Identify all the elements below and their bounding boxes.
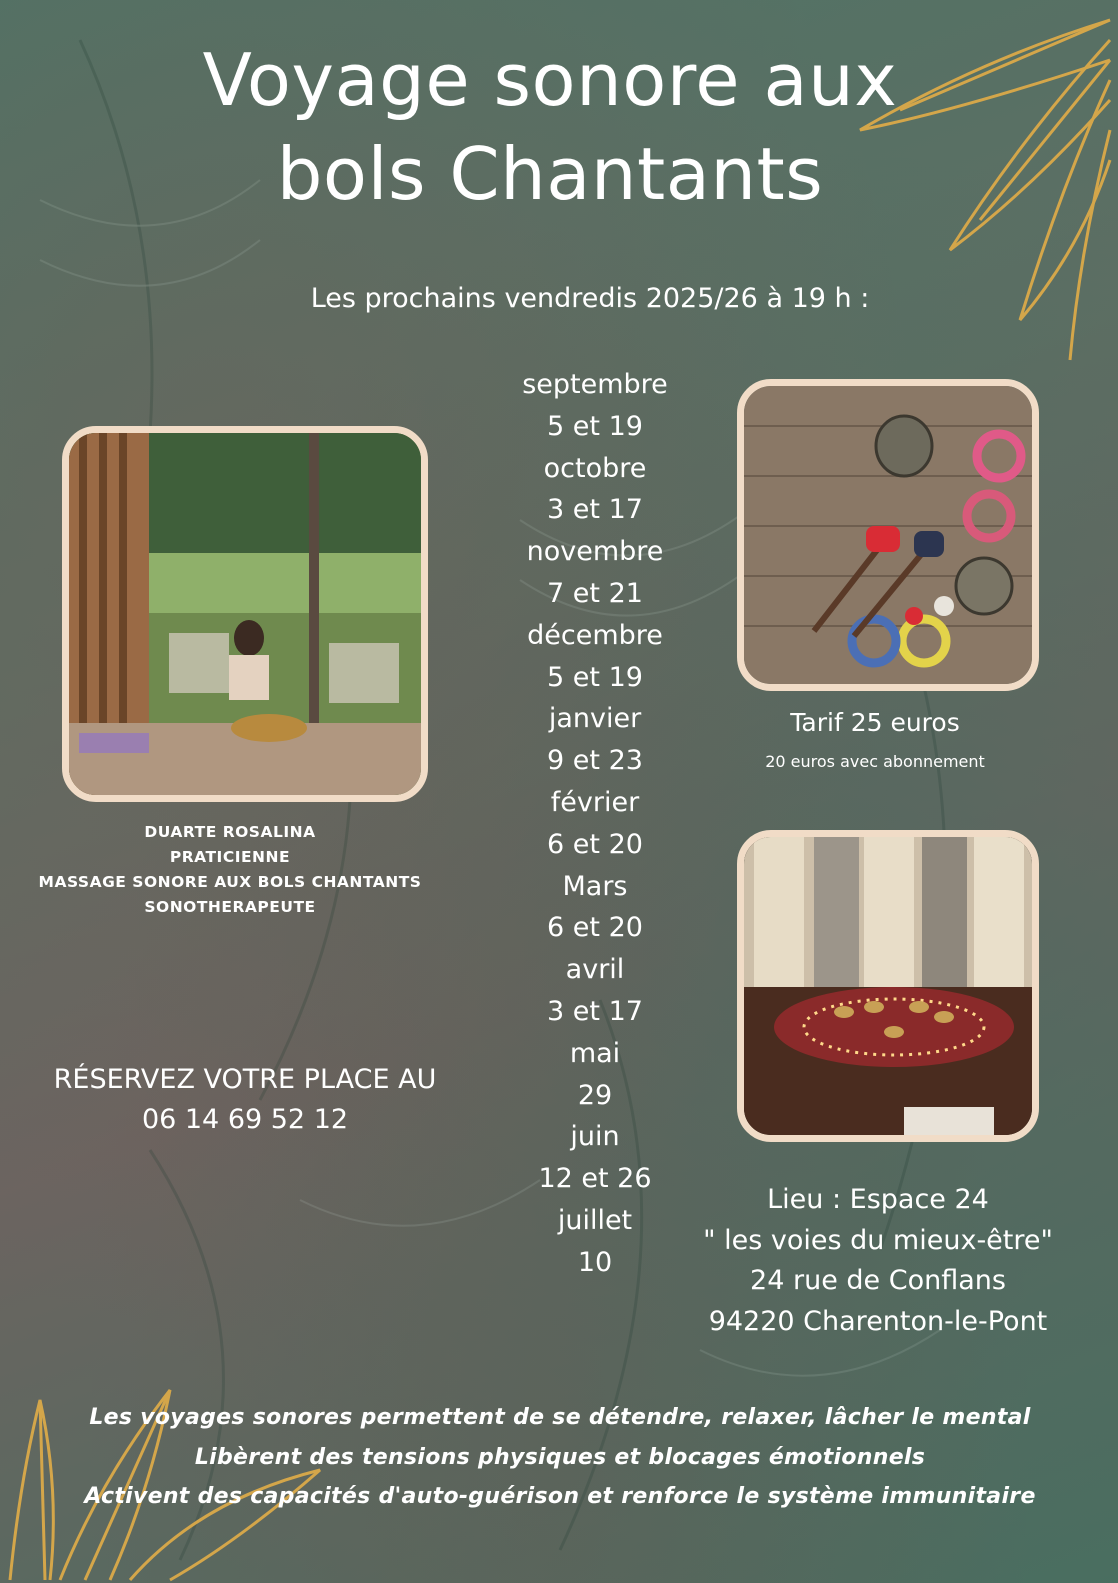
day-label: 29	[577, 1079, 613, 1111]
price-label: Tarif 25 euros	[790, 708, 960, 737]
venue-line: Lieu : Espace 24	[767, 1184, 989, 1215]
schedule-subtitle: Les prochains vendredis 2025/26 à 19 h :	[310, 283, 870, 314]
day-label: 6 et 20	[547, 828, 643, 860]
month-label: septembre	[522, 369, 668, 400]
practitioner-info	[20, 820, 440, 920]
day-label: 3 et 17	[547, 494, 643, 526]
day-label: 6 et 20	[547, 912, 643, 944]
month-label: Mars	[562, 870, 628, 902]
benefits-block	[40, 1398, 1080, 1517]
pricing-block	[740, 705, 1010, 775]
practitioner-specialty: MASSAGE SONORE AUX BOLS CHANTANTS	[38, 873, 422, 891]
venue-line: " les voies du mieux-être"	[703, 1224, 1053, 1256]
month-label: mai	[569, 1037, 621, 1069]
day-label: 5 et 19	[547, 661, 643, 693]
month-label: novembre	[526, 536, 664, 568]
page-title	[140, 34, 960, 221]
day-label: 12 et 26	[538, 1163, 652, 1195]
month-label: juin	[570, 1121, 620, 1153]
month-label: avril	[565, 954, 625, 986]
day-label: 3 et 17	[547, 995, 643, 1027]
schedule-list	[480, 364, 710, 1284]
venue-room-photo	[737, 830, 1039, 1142]
practitioner-role: PRATICIENNE	[169, 848, 291, 866]
month-label: juillet	[557, 1204, 633, 1236]
day-label: 7 et 21	[547, 577, 643, 609]
practitioner-name: DUARTE ROSALINA	[144, 823, 316, 841]
month-label: février	[550, 786, 640, 818]
subscription-price: 20 euros avec abonnement	[765, 752, 985, 771]
practitioner-title: SONOTHERAPEUTE	[144, 898, 316, 916]
day-label: 10	[577, 1246, 613, 1278]
month-label: décembre	[527, 619, 663, 651]
reservation-label: RÉSERVEZ VOTRE PLACE AU	[53, 1064, 437, 1095]
session-photo	[62, 426, 428, 802]
title-line-1: Voyage sonore aux	[202, 38, 898, 122]
reservation-phone[interactable]: 06 14 69 52 12	[141, 1104, 349, 1135]
month-label: janvier	[548, 703, 642, 735]
benefit-line: Libèrent des tensions physiques et blocages émotionnels	[194, 1444, 926, 1470]
venue-address	[683, 1180, 1073, 1342]
day-label: 9 et 23	[547, 745, 643, 777]
venue-line: 94220 Charenton-le-Pont	[708, 1305, 1048, 1337]
venue-line: 24 rue de Conflans	[750, 1265, 1006, 1296]
singing-bowls-photo	[737, 379, 1039, 691]
month-label: octobre	[543, 452, 647, 484]
benefit-line: Les voyages sonores permettent de se détendre, relaxer, lâcher le mental	[89, 1405, 1031, 1430]
day-label: 5 et 19	[547, 410, 643, 442]
reservation-block	[20, 1060, 470, 1140]
benefit-line: Activent des capacités d'auto-guérison et renforce le système immunitaire	[84, 1484, 1036, 1509]
title-line-2: bols Chantants	[276, 131, 824, 216]
